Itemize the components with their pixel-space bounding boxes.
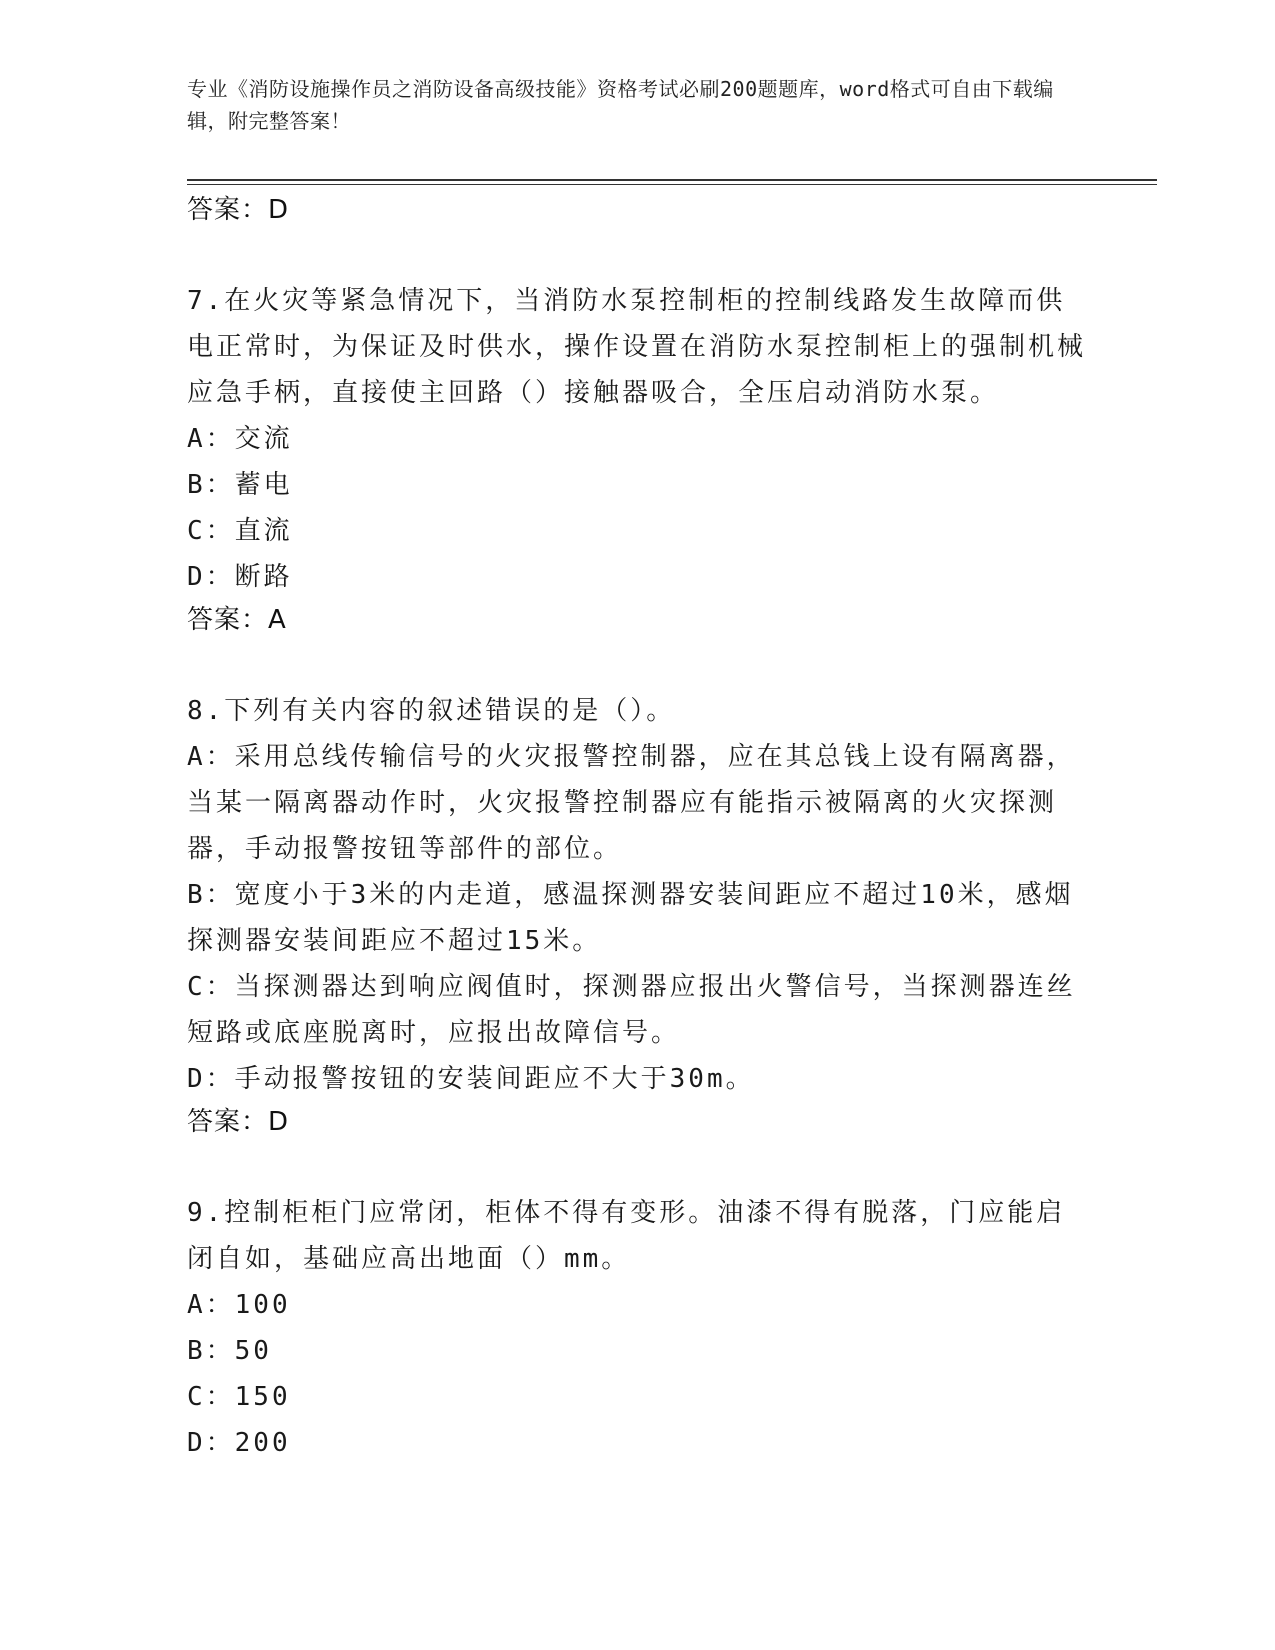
header-divider-thick — [187, 179, 1157, 181]
option-b: B：宽度小于3米的内走道，感温探测器安装间距应不超过10米，感烟探测器安装间距应不超过15米。 — [187, 880, 1074, 956]
page-header: 专业《消防设施操作员之消防设备高级技能》资格考试必刷200题题库，word格式可自由下载编辑，附完整答案！ — [187, 77, 1054, 133]
option-c: C：直流 — [187, 516, 293, 546]
option-c: C：150 — [187, 1382, 291, 1412]
question-text: 7.在火灾等紧急情况下，当消防水泵控制柜的控制线路发生故障而供电正常时，为保证及时供水，操作设置在消防水泵控制柜上的强制机械应急手柄，直接使主回路（）接触器吸合，全压启动消防水泵。 — [187, 286, 1087, 408]
option-d: D：200 — [187, 1428, 291, 1458]
option-b: B：蓄电 — [187, 470, 293, 500]
spacer — [187, 236, 1087, 278]
question-list — [187, 190, 1087, 1466]
question-text: 9.控制柜柜门应常闭，柜体不得有变形。油漆不得有脱落，门应能启闭自如，基础应高出地面（）mm。 — [187, 1198, 1066, 1274]
previous-answer: 答案：D — [187, 195, 290, 225]
spacer — [187, 1148, 1087, 1190]
option-b: B：50 — [187, 1336, 272, 1366]
question-block — [187, 688, 1087, 1148]
question-text: 8.下列有关内容的叙述错误的是（）。 — [187, 696, 676, 726]
option-a: A：交流 — [187, 424, 293, 454]
question-answer: 答案：A — [187, 605, 287, 635]
option-a: A：采用总线传输信号的火灾报警控制器，应在其总钱上设有隔离器，当某一隔离器动作时，火灾报警控制器应有能指示被隔离的火灾探测器，手动报警按钮等部件的部位。 — [187, 742, 1076, 864]
spacer — [187, 646, 1087, 688]
option-d: D：手动报警按钮的安装间距应不大于30m。 — [187, 1064, 755, 1094]
question-block — [187, 278, 1087, 646]
question-block — [187, 1190, 1087, 1466]
question-answer: 答案：D — [187, 1107, 290, 1137]
option-c: C：当探测器达到响应阀值时，探测器应报出火警信号，当探测器连丝短路或底座脱离时，应报出故障信号。 — [187, 972, 1076, 1048]
option-a: A：100 — [187, 1290, 291, 1320]
header-divider-thin — [187, 184, 1157, 185]
option-d: D：断路 — [187, 562, 293, 592]
